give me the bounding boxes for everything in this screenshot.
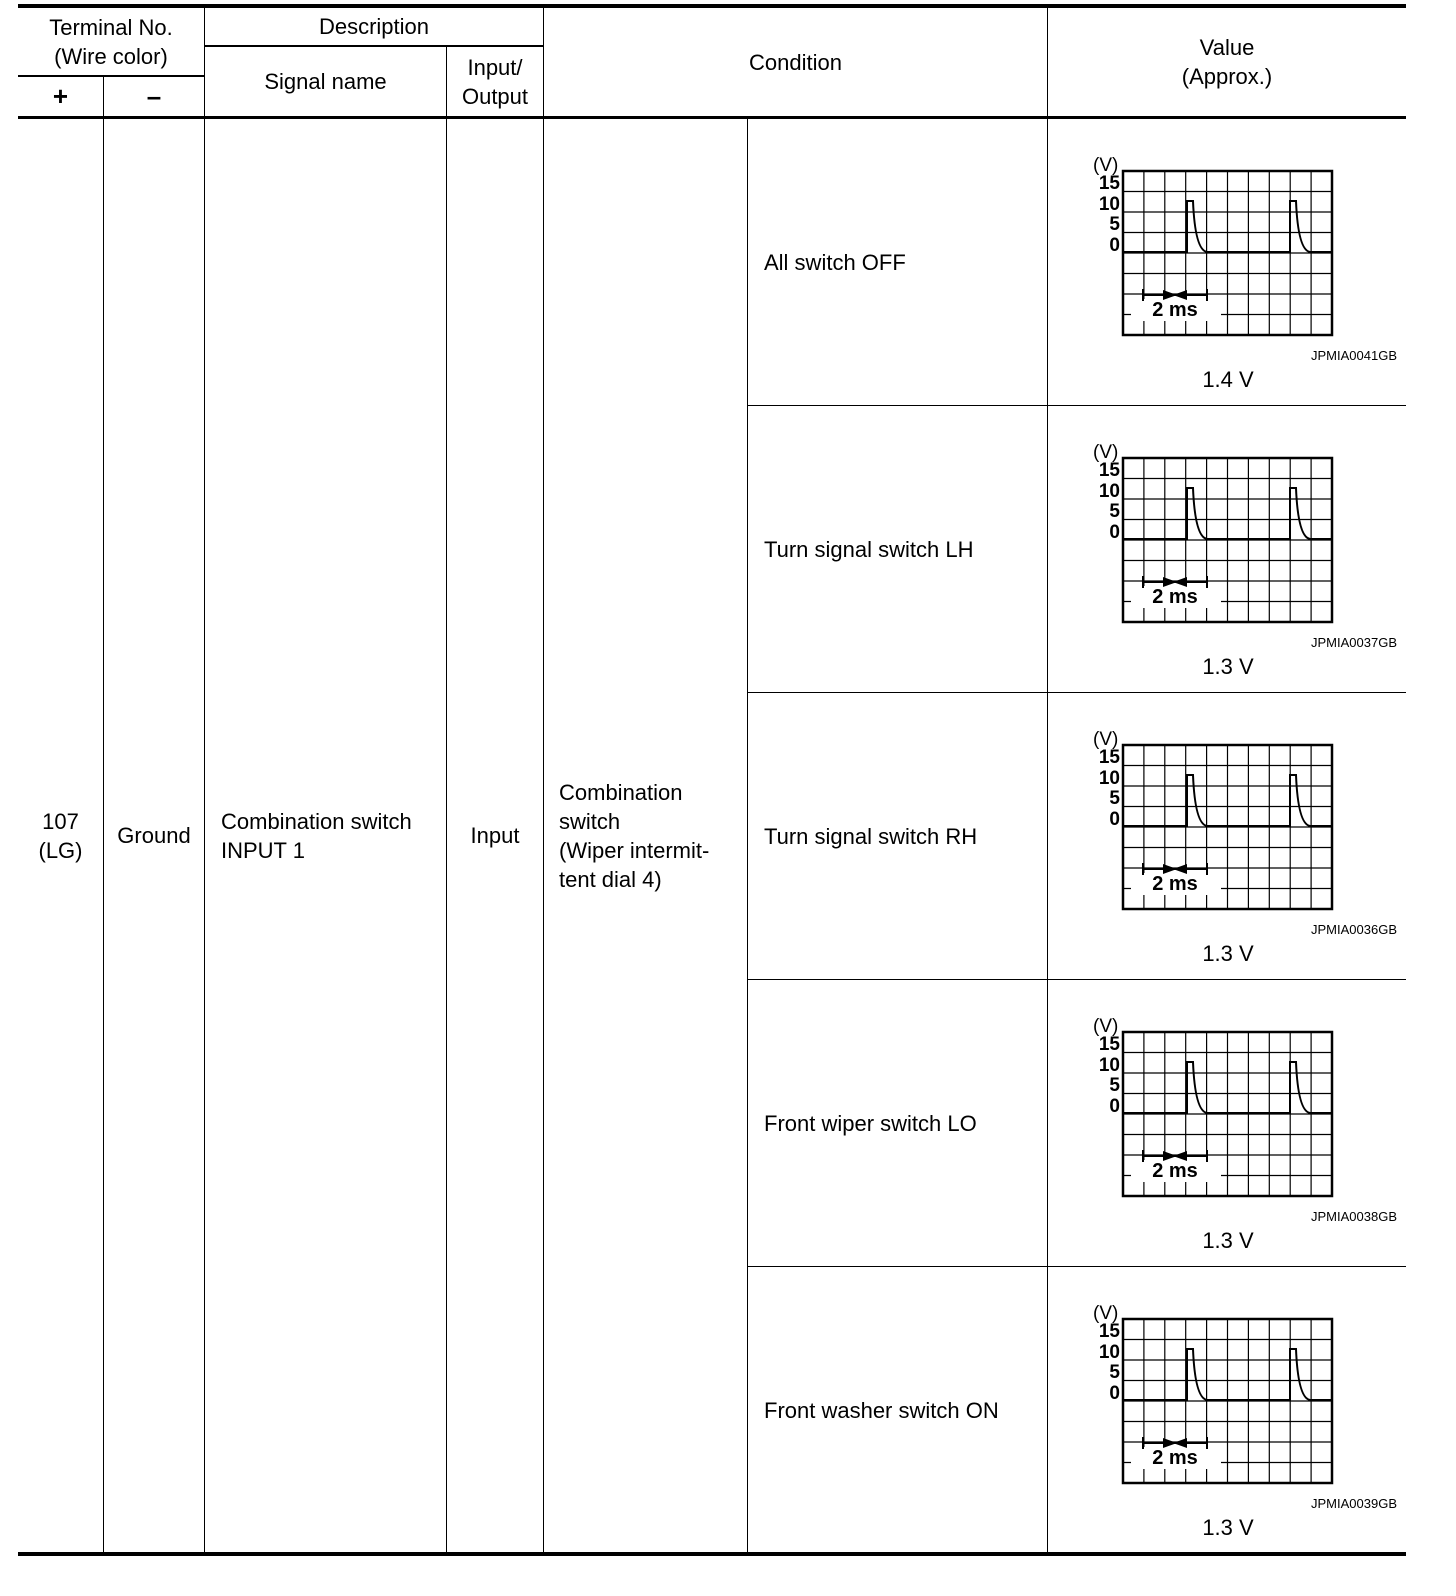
figure-code: JPMIA0039GB	[1311, 1496, 1397, 1511]
y-tick-label: 5	[1109, 214, 1120, 235]
y-tick-label: 10	[1098, 481, 1120, 502]
condition-label: Front washer switch ON	[764, 1398, 999, 1423]
condition-label: Front wiper switch LO	[764, 1111, 977, 1136]
y-tick-label: 5	[1109, 1075, 1120, 1096]
y-tick-label: 0	[1109, 1096, 1120, 1117]
y-tick-label: 0	[1109, 1383, 1120, 1404]
unit-label: (V)	[1093, 1016, 1119, 1037]
voltage-value: 1.4 V	[1202, 367, 1254, 392]
waveform-graph	[1090, 1016, 1340, 1200]
waveform-graph	[1090, 155, 1340, 339]
header-terminal-no: Terminal No. (Wire color)	[49, 14, 173, 69]
waveform-graph	[1090, 729, 1340, 913]
unit-label: (V)	[1093, 442, 1119, 463]
y-tick-label: 10	[1098, 1342, 1120, 1363]
y-tick-label: 5	[1109, 788, 1120, 809]
y-tick-label: 15	[1098, 460, 1120, 481]
time-division-label: 2 ms	[1152, 586, 1198, 608]
header-value: Value (Approx.)	[1181, 35, 1273, 89]
y-tick-label: 10	[1098, 194, 1120, 215]
condition-label: Turn signal switch RH	[764, 824, 978, 849]
voltage-value: 1.3 V	[1202, 1228, 1254, 1253]
condition-label: Turn signal switch LH	[764, 537, 974, 562]
condition-label: All switch OFF	[764, 250, 906, 275]
figure-code: JPMIA0038GB	[1311, 1209, 1397, 1224]
y-tick-label: 15	[1098, 1321, 1120, 1342]
header-input-output: Input/ Output	[461, 54, 529, 109]
col-line-subcondition	[747, 118, 748, 1554]
y-tick-label: 5	[1109, 501, 1120, 522]
time-division-label: 2 ms	[1152, 299, 1198, 321]
input-output-value: Input	[470, 823, 520, 848]
header-minus: –	[146, 81, 162, 111]
y-tick-label: 10	[1098, 768, 1120, 789]
col-line-condition	[543, 6, 544, 1554]
table-bottom-rule	[18, 1552, 1406, 1556]
header-signal-name: Signal name	[264, 69, 387, 94]
unit-label: (V)	[1093, 155, 1119, 176]
waveform-graph	[1090, 442, 1340, 626]
header-description: Description	[318, 14, 430, 39]
header-plus: +	[52, 81, 69, 111]
figure-code: JPMIA0041GB	[1311, 348, 1397, 363]
y-tick-label: 15	[1098, 747, 1120, 768]
time-division-label: 2 ms	[1152, 1160, 1198, 1182]
voltage-value: 1.3 V	[1202, 941, 1254, 966]
y-tick-label: 0	[1109, 235, 1120, 256]
y-tick-label: 15	[1098, 1034, 1120, 1055]
condition-main: Combination switch (Wiper intermit- tent dial 4)	[559, 779, 710, 892]
y-tick-label: 15	[1098, 173, 1120, 194]
y-tick-label: 10	[1098, 1055, 1120, 1076]
figure-code: JPMIA0037GB	[1311, 635, 1397, 650]
y-tick-label: 0	[1109, 522, 1120, 543]
header-condition: Condition	[749, 49, 842, 75]
col-line-description	[204, 6, 205, 1554]
y-tick-label: 0	[1109, 809, 1120, 830]
voltage-value: 1.3 V	[1202, 654, 1254, 679]
ground-terminal: Ground	[117, 823, 191, 848]
time-division-label: 2 ms	[1152, 873, 1198, 895]
unit-label: (V)	[1093, 729, 1119, 750]
time-division-label: 2 ms	[1152, 1447, 1198, 1469]
terminal-number: 107 (LG)	[38, 808, 83, 863]
col-line-value	[1047, 6, 1048, 1554]
y-tick-label: 5	[1109, 1362, 1120, 1383]
unit-label: (V)	[1093, 1303, 1119, 1324]
voltage-value: 1.3 V	[1202, 1515, 1254, 1540]
signal-name: Combination switch INPUT 1	[221, 808, 412, 863]
figure-code: JPMIA0036GB	[1311, 922, 1397, 937]
waveform-graph	[1090, 1303, 1340, 1487]
